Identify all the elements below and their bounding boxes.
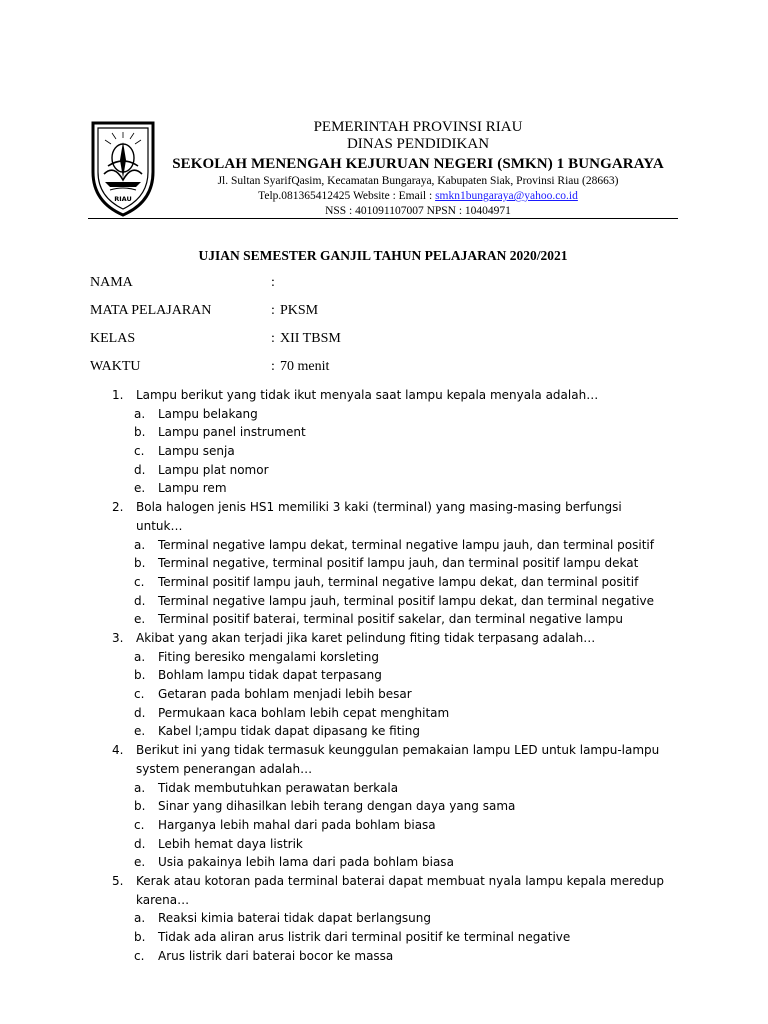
option-item xyxy=(134,536,692,555)
option-item xyxy=(134,797,692,816)
option-text: Getaran pada bohlam menjadi lebih besar xyxy=(158,687,412,702)
option-list xyxy=(134,648,692,741)
question-number: 4. xyxy=(112,743,124,758)
option-item xyxy=(134,666,692,685)
option-text: Usia pakainya lebih lama dari pada bohlam biasa xyxy=(158,855,454,870)
option-letter: a. xyxy=(134,537,146,552)
option-letter: d. xyxy=(134,836,146,851)
option-text: Tidak ada aliran arus listrik dari terminal positif ke terminal negative xyxy=(158,930,571,945)
option-letter: a. xyxy=(134,911,146,926)
school-address: Jl. Sultan SyarifQasim, Kecamatan Bungaraya, Kabupaten Siak, Provinsi Riau (28663) xyxy=(217,175,619,187)
option-list xyxy=(134,779,692,872)
option-item xyxy=(134,442,692,461)
student-identity xyxy=(90,274,650,386)
option-item xyxy=(134,685,692,704)
department-name: DINAS PENDIDIKAN xyxy=(346,136,490,152)
option-text: Fiting beresiko mengalami korsleting xyxy=(158,649,379,664)
riau-province-logo xyxy=(90,120,156,218)
identity-row-subject xyxy=(90,302,650,330)
option-text: Lampu belakang xyxy=(158,406,258,421)
identity-value: PKSM xyxy=(280,303,319,318)
option-letter: c. xyxy=(134,444,145,459)
identity-colon: : xyxy=(271,275,275,290)
option-text: Lampu rem xyxy=(158,481,227,496)
email-link[interactable]: smkn1bungaraya@yahoo.co.id xyxy=(435,190,578,202)
option-item xyxy=(134,479,692,498)
option-letter: b. xyxy=(134,425,146,440)
option-item xyxy=(134,405,692,424)
question-list xyxy=(112,386,692,965)
option-text: Reaksi kimia baterai tidak dapat berlangsung xyxy=(158,911,432,926)
school-name: SEKOLAH MENENGAH KEJURUAN NEGERI (SMKN) 1 BUNGARAYA xyxy=(172,156,664,172)
option-item xyxy=(134,835,692,854)
option-text: Terminal positif baterai, terminal positif sakelar, dan terminal negative lampu xyxy=(158,612,624,627)
option-text: Terminal positif lampu jauh, terminal negative lampu dekat, dan terminal positif xyxy=(158,574,639,589)
question-3 xyxy=(112,629,692,741)
option-letter: c. xyxy=(134,574,145,589)
identity-colon: : xyxy=(271,303,275,318)
option-text: Lampu panel instrument xyxy=(158,425,306,440)
question-1 xyxy=(112,386,692,498)
option-letter: b. xyxy=(134,799,146,814)
option-letter: c. xyxy=(134,948,145,963)
option-item xyxy=(134,423,692,442)
option-text: Harganya lebih mahal dari pada bohlam biasa xyxy=(158,817,436,832)
identity-colon: : xyxy=(271,331,275,346)
letterhead-text xyxy=(158,118,678,219)
option-item xyxy=(134,853,692,872)
school-ids: NSS : 401091107007 NPSN : 10404971 xyxy=(325,205,511,217)
option-text: Terminal negative, terminal positif lampu jauh, dan terminal positif lampu dekat xyxy=(158,556,639,571)
option-item xyxy=(134,461,692,480)
question-4 xyxy=(112,741,692,872)
option-text: Kabel l;ampu tidak dapat dipasang ke fiting xyxy=(158,724,420,739)
option-letter: d. xyxy=(134,705,146,720)
option-item xyxy=(134,722,692,741)
option-list xyxy=(134,536,692,629)
question-number: 2. xyxy=(112,500,124,515)
school-contact xyxy=(158,189,678,204)
identity-value: XII TBSM xyxy=(280,331,341,346)
option-item xyxy=(134,610,692,629)
option-letter: a. xyxy=(134,406,146,421)
option-text: Lebih hemat daya listrik xyxy=(158,836,303,851)
option-text: Tidak membutuhkan perawatan berkala xyxy=(158,780,399,795)
option-text: Permukaan kaca bohlam lebih cepat menghitam xyxy=(158,705,450,720)
province-name: PEMERINTAH PROVINSI RIAU xyxy=(313,119,523,135)
option-letter: e. xyxy=(134,481,146,496)
option-item xyxy=(134,648,692,667)
option-item xyxy=(134,779,692,798)
option-text: Sinar yang dihasilkan lebih terang dengan daya yang sama xyxy=(158,799,516,814)
question-text: Bola halogen jenis HS1 memiliki 3 kaki (terminal) yang masing-masing berfungsi untuk… xyxy=(136,500,622,533)
option-text: Arus listrik dari baterai bocor ke massa xyxy=(158,948,394,963)
option-letter: d. xyxy=(134,593,146,608)
question-text: Berikut ini yang tidak termasuk keunggulan pemakaian lampu LED untuk lampu-lampu system penerangan adalah… xyxy=(136,743,660,776)
identity-label: WAKTU xyxy=(90,359,141,374)
question-number: 5. xyxy=(112,873,124,888)
identity-colon: : xyxy=(271,359,275,374)
option-item xyxy=(134,909,692,928)
question-number: 1. xyxy=(112,388,124,402)
option-text: Terminal negative lampu dekat, terminal negative lampu jauh, dan terminal positif xyxy=(158,537,654,552)
option-item xyxy=(134,704,692,723)
option-list xyxy=(134,405,692,498)
question-text: Akibat yang akan terjadi jika karet pelindung fiting tidak terpasang adalah… xyxy=(136,630,596,645)
option-letter: e. xyxy=(134,855,146,870)
option-letter: a. xyxy=(134,649,146,664)
question-2 xyxy=(112,498,692,629)
option-text: Lampu plat nomor xyxy=(158,462,269,477)
option-letter: b. xyxy=(134,668,146,683)
option-letter: c. xyxy=(134,817,145,832)
option-item xyxy=(134,816,692,835)
option-letter: e. xyxy=(134,612,146,627)
option-item xyxy=(134,928,692,947)
option-item xyxy=(134,592,692,611)
option-text: Lampu senja xyxy=(158,444,235,459)
question-5 xyxy=(112,872,692,965)
identity-label: MATA PELAJARAN xyxy=(90,303,212,318)
option-item xyxy=(134,554,692,573)
identity-label: NAMA xyxy=(90,275,133,290)
option-letter: a. xyxy=(134,780,146,795)
option-text: Terminal negative lampu jauh, terminal positif lampu dekat, dan terminal negative xyxy=(158,593,654,608)
exam-title: UJIAN SEMESTER GANJIL TAHUN PELAJARAN 2020/2021 xyxy=(198,248,568,263)
option-item xyxy=(134,573,692,592)
letterhead xyxy=(88,118,678,222)
identity-row-class xyxy=(90,330,650,358)
identity-row-name xyxy=(90,274,650,302)
option-letter: b. xyxy=(134,556,146,571)
identity-row-time xyxy=(90,358,650,386)
option-text: Bohlam lampu tidak dapat terpasang xyxy=(158,668,382,683)
option-letter: c. xyxy=(134,687,145,702)
logo-text: RIAU xyxy=(114,195,132,203)
question-text: Kerak atau kotoran pada terminal baterai dapat membuat nyala lampu kepala meredup karena… xyxy=(136,873,664,907)
contact-text: Telp.081365412425 Website : Email : xyxy=(258,190,436,202)
option-list xyxy=(134,909,692,965)
letterhead-divider xyxy=(88,218,678,219)
option-letter: e. xyxy=(134,724,146,739)
question-text: Lampu berikut yang tidak ikut menyala saat lampu kepala menyala adalah… xyxy=(136,388,599,402)
option-letter: b. xyxy=(134,930,146,945)
question-number: 3. xyxy=(112,630,124,645)
identity-value: 70 menit xyxy=(280,359,330,374)
identity-label: KELAS xyxy=(90,331,136,346)
option-item xyxy=(134,947,692,966)
option-letter: d. xyxy=(134,462,146,477)
